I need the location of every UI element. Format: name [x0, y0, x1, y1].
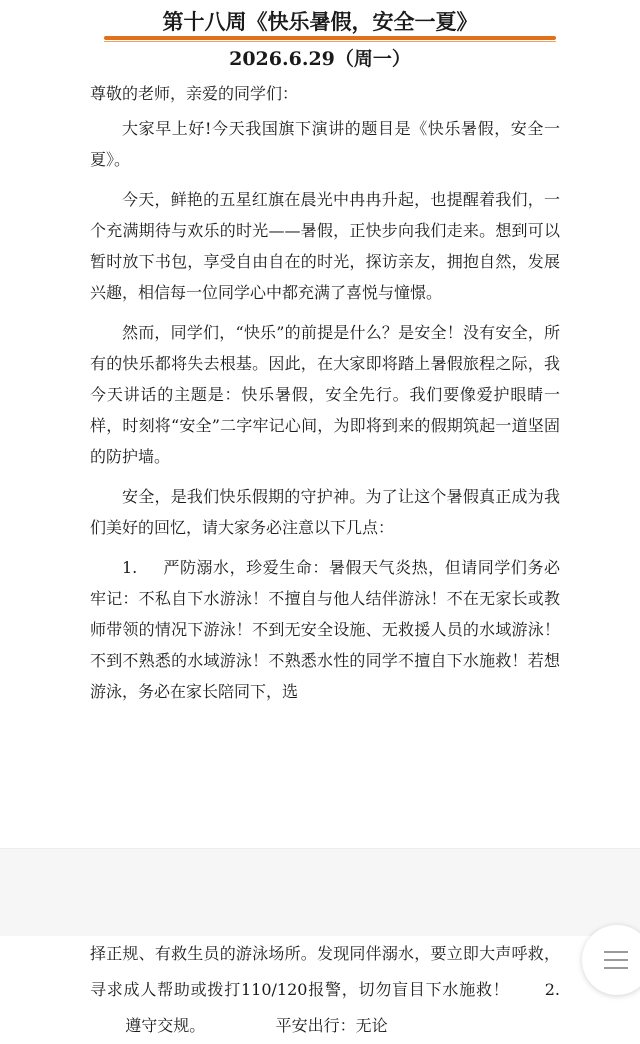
title-underline	[104, 36, 556, 40]
list-item-2-text: 遵守交规。	[125, 1016, 206, 1035]
list-item-2-tail: 平安出行：无论	[275, 1016, 388, 1035]
speech-body	[90, 78, 560, 707]
list-item-1-number: 1.	[122, 558, 138, 577]
list-item-1	[90, 552, 560, 707]
list-item-1-text: 严防溺水，珍爱生命：暑假天气炎热，但请同学们务必牢记：不私自下水游泳！不擅自与他人结伴游泳！不在无家长或教师带领的情况下游泳！不到无安全设施、无救援人员的水域游泳！不到不熟悉的水域游泳！不熟悉水性的同学不擅自下水施救！若想游泳，务必在家长陪同下，选	[90, 558, 560, 701]
page-break	[0, 848, 640, 936]
floating-menu-button[interactable]	[582, 925, 640, 995]
list-item-2-number: 2.	[544, 980, 560, 999]
list-item-1-continued	[90, 936, 560, 1044]
paragraph-4: 安全，是我们快乐假期的守护神。为了让这个暑假真正成为我们美好的回忆，请大家务必注意以下几点：	[90, 487, 560, 537]
paragraph-2: 今天，鲜艳的五星红旗在晨光中冉冉升起，也提醒着我们，一个充满期待与欢乐的时光——暑假，正快步向我们走来。想到可以暂时放下书包，享受自由自在的时光，探访亲友，拥抱自然，发展兴趣，相信每一位同学心中都充满了喜悦与憧憬。	[90, 190, 560, 302]
speech-body-continued	[90, 936, 560, 1044]
page-break-line	[0, 848, 640, 849]
greeting: 尊敬的老师，亲爱的同学们：	[90, 84, 299, 103]
page-title: 第十八周《快乐暑假，安全一夏》	[162, 9, 478, 34]
paragraph-3: 然而，同学们，“快乐”的前提是什么？是安全！没有安全，所有的快乐都将失去根基。因此，在大家即将踏上暑假旅程之际，我今天讲话的主题是：快乐暑假，安全先行。我们要像爱护眼睛一样，时刻将“安全”二字牢记心间，为即将到来的假期筑起一道坚固的防护墙。	[90, 323, 560, 466]
paragraph-1: 大家早上好!今天我国旗下演讲的题目是《快乐暑假，安全一夏》。	[90, 119, 560, 169]
continuation-text: 择正规、有救生员的游泳场所。发现同伴溺水，要立即大声呼救，寻求成人帮助或拨打110/120报警，切勿盲目下水施救！	[90, 944, 560, 999]
page-date: 2026.6.29（周一）	[229, 48, 411, 70]
title-underline-thin	[104, 41, 556, 42]
